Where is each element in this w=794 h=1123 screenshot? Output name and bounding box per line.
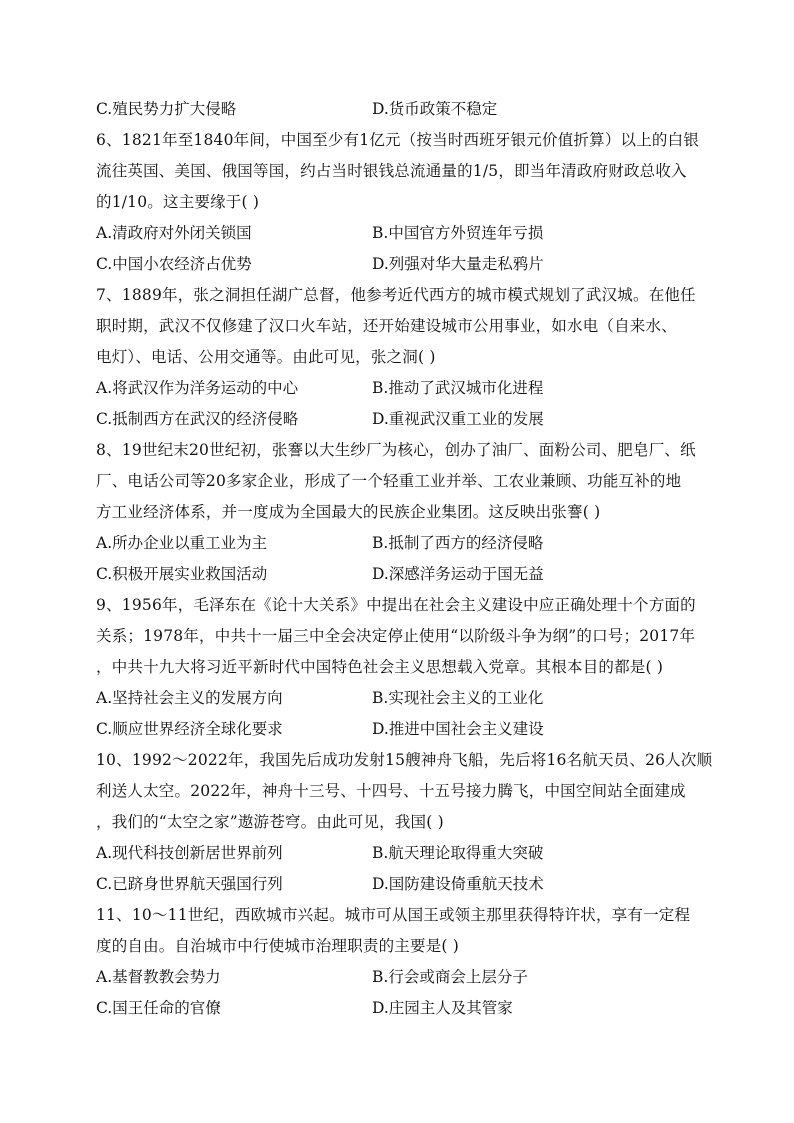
question-7	[96, 280, 700, 435]
question-9	[96, 590, 700, 745]
q8-option-a[interactable]: A.所办企业以重工业为主	[96, 534, 268, 552]
q9-stem-line-2: 关系；1978年，中共十一届三中全会决定停止使用“以阶级斗争为纲”的口号；2017年	[96, 627, 696, 645]
q7-stem-line-3: 电灯）、电话、公用交通等。由此可见，张之洞( )	[96, 348, 436, 366]
q8-options-row-ab	[96, 528, 700, 559]
question-11	[96, 900, 700, 1024]
q10-stem-line-1: 10、1992～2022年，我国先后成功发射15艘神舟飞船，先后将16名航天员、26人次顺	[96, 751, 713, 769]
q8-stem-line-2: 厂、电话公司等20多家企业，形成了一个轻重工业并举、工农业兼顾、功能互补的地	[96, 472, 682, 490]
q9-option-b[interactable]: B.实现社会主义的工业化	[372, 689, 544, 707]
q7-options-row-ab	[96, 373, 700, 404]
q11-option-a[interactable]: A.基督教教会势力	[96, 968, 221, 986]
q7-stem-line-1: 7、1889年，张之洞担任湖广总督，他参考近代西方的城市模式规划了武汉城。在他任	[96, 286, 696, 304]
q5-option-d[interactable]: D.货币政策不稳定	[372, 100, 498, 118]
q6-option-b[interactable]: B.中国官方外贸连年亏损	[372, 224, 544, 242]
q6-options-row-cd	[96, 249, 700, 280]
q10-option-a[interactable]: A.现代科技创新居世界前列	[96, 844, 283, 862]
q9-stem-line-3: ，中共十九大将习近平新时代中国特色社会主义思想载入党章。其根本目的都是( )	[96, 658, 664, 676]
q10-option-d[interactable]: D.国防建设倚重航天技术	[372, 875, 544, 893]
q8-option-b[interactable]: B.抵制了西方的经济侵略	[372, 534, 544, 552]
q10-stem-line-3: ，我们的“太空之家”遨游苍穹。由此可见，我国( )	[96, 813, 444, 831]
q10-options-row-ab	[96, 838, 700, 869]
question-10	[96, 745, 713, 900]
q11-option-b[interactable]: B.行会或商会上层分子	[372, 968, 528, 986]
q6-option-a[interactable]: A.清政府对外闭关锁国	[96, 224, 252, 242]
q11-stem-line-1: 11、10～11世纪，西欧城市兴起。城市可从国王或领主那里获得特许状，享有一定程	[96, 906, 691, 924]
q8-stem-line-1: 8、19世纪末20世纪初，张謇以大生纱厂为核心，创办了油厂、面粉公司、肥皂厂、纸	[96, 441, 696, 459]
q11-options-row-ab	[96, 962, 700, 993]
q6-options-row-ab	[96, 218, 700, 249]
q7-stem-line-2: 职时期，武汉不仅修建了汉口火车站，还开始建设城市公用事业，如水电（自来水、	[96, 317, 677, 335]
q9-option-d[interactable]: D.推进中国社会主义建设	[372, 720, 544, 738]
q9-stem-line-1: 9、1956年，毛泽东在《论十大关系》中提出在社会主义建设中应正确处理十个方面的	[96, 596, 696, 614]
question-8	[96, 435, 700, 590]
q11-option-d[interactable]: D.庄园主人及其管家	[372, 999, 513, 1017]
q9-option-a[interactable]: A.坚持社会主义的发展方向	[96, 689, 283, 707]
q10-options-row-cd	[96, 869, 700, 900]
q10-option-c[interactable]: C.已跻身世界航天强国行列	[96, 875, 283, 893]
q11-options-row-cd	[96, 993, 700, 1024]
q6-option-c[interactable]: C.中国小农经济占优势	[96, 255, 252, 273]
question-6	[96, 125, 700, 280]
q9-option-c[interactable]: C.顺应世界经济全球化要求	[96, 720, 283, 738]
q8-options-row-cd	[96, 559, 700, 590]
q9-options-row-cd	[96, 714, 700, 745]
q8-stem-line-3: 方工业经济体系，并一度成为全国最大的民族企业集团。这反映出张謇( )	[96, 503, 601, 521]
q6-stem-line-2: 流往英国、美国、俄国等国，约占当时银钱总流通量的1/5，即当年清政府财政总收入	[96, 162, 687, 180]
q7-options-row-cd	[96, 404, 700, 435]
q10-option-b[interactable]: B.航天理论取得重大突破	[372, 844, 544, 862]
q7-option-b[interactable]: B.推动了武汉城市化进程	[372, 379, 544, 397]
q8-option-d[interactable]: D.深感洋务运动于国无益	[372, 565, 544, 583]
q6-stem-line-1: 6、1821年至1840年间，中国至少有1亿元（按当时西班牙银元价值折算）以上的白银	[96, 131, 700, 149]
exam-page	[96, 94, 713, 1024]
q9-options-row-ab	[96, 683, 700, 714]
q11-option-c[interactable]: C.国王任命的官僚	[96, 999, 221, 1017]
q7-option-c[interactable]: C.抵制西方在武汉的经济侵略	[96, 410, 299, 428]
q5-options-row-cd	[96, 94, 700, 125]
q7-option-d[interactable]: D.重视武汉重工业的发展	[372, 410, 544, 428]
q8-option-c[interactable]: C.积极开展实业救国活动	[96, 565, 268, 583]
q6-stem-line-3: 的1/10。这主要缘于( )	[96, 193, 260, 211]
q5-option-c[interactable]: C.殖民势力扩大侵略	[96, 100, 237, 118]
q6-option-d[interactable]: D.列强对华大量走私鸦片	[372, 255, 544, 273]
q10-stem-line-2: 利送人太空。2022年，神舟十三号、十四号、十五号接力腾飞，中国空间站全面建成	[96, 782, 686, 800]
q7-option-a[interactable]: A.将武汉作为洋务运动的中心	[96, 379, 299, 397]
q11-stem-line-2: 度的自由。自治城市中行使城市治理职责的主要是( )	[96, 937, 460, 955]
